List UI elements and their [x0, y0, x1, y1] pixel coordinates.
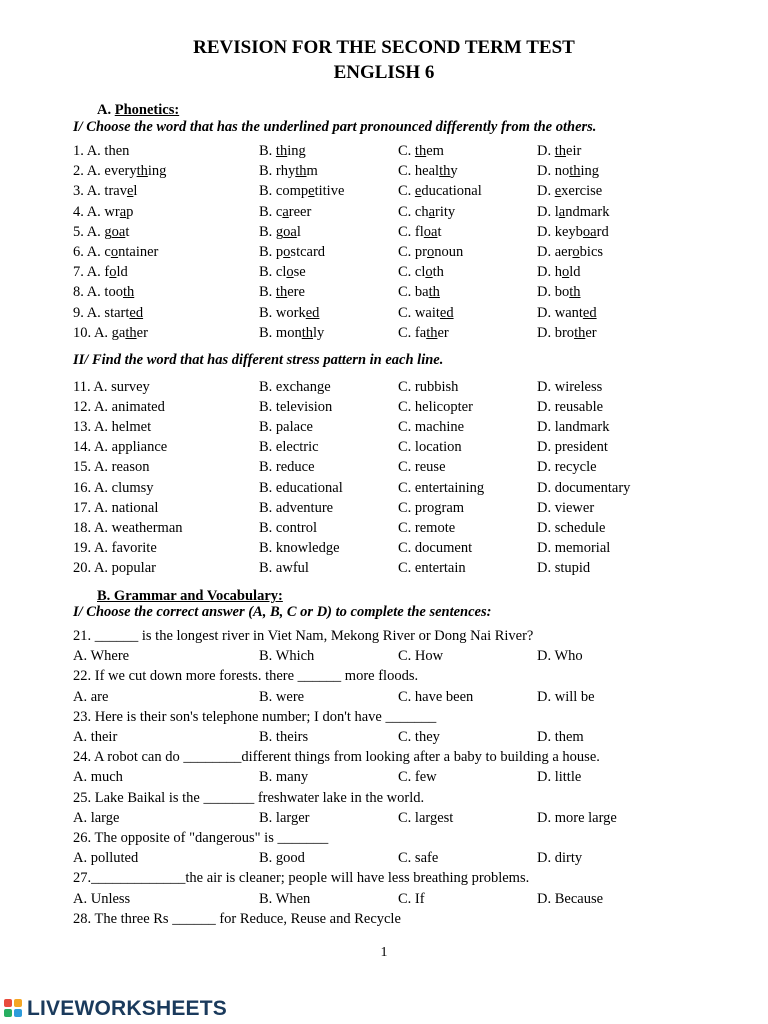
- option-b: B. educational: [259, 479, 343, 496]
- question-row: [0, 224, 768, 244]
- option-b: B. worked: [259, 304, 320, 321]
- option-d: D. their: [537, 143, 582, 159]
- option-a: 18. A. weatherman: [73, 519, 183, 536]
- option-c: C. float: [398, 223, 442, 240]
- option-b: B. close: [259, 264, 306, 281]
- question-row: [0, 459, 768, 479]
- question-row: [0, 143, 768, 163]
- option-c: C. them: [398, 143, 444, 159]
- option-b: B. palace: [259, 419, 313, 436]
- question-row: [0, 183, 768, 203]
- option-c[interactable]: C. largest: [398, 809, 454, 826]
- page-number: 1: [380, 945, 388, 960]
- option-b: B. competitive: [259, 183, 345, 200]
- option-d: D. landmark: [537, 203, 610, 220]
- option-c[interactable]: C. safe: [398, 850, 439, 867]
- option-b[interactable]: B. When: [259, 890, 311, 907]
- answer-row: [0, 769, 768, 789]
- question-row: [0, 480, 768, 500]
- answer-row: [0, 810, 768, 830]
- option-b: B. rhythm: [259, 163, 318, 180]
- option-b: B. control: [259, 519, 317, 536]
- answer-row: [0, 648, 768, 668]
- option-c: C. program: [398, 499, 465, 516]
- question-row: [0, 204, 768, 224]
- section-a-heading: A. Phonetics:: [97, 102, 180, 118]
- logo-text: LIVEWORKSHEETS: [27, 997, 227, 1020]
- option-a[interactable]: A. are: [73, 688, 109, 705]
- question-text: 27._____________the air is cleaner; people will have less breathing problems.: [73, 870, 530, 887]
- option-c: C. waited: [398, 304, 454, 321]
- option-b[interactable]: B. larger: [259, 809, 310, 826]
- question-row: [0, 500, 768, 520]
- option-d: D. brother: [537, 324, 597, 341]
- option-d[interactable]: D. Because: [537, 890, 604, 907]
- option-c: C. helicopter: [398, 399, 473, 416]
- option-c: C. location: [398, 439, 462, 456]
- question-row: [0, 439, 768, 459]
- option-b[interactable]: B. many: [259, 769, 309, 786]
- question-row: [0, 284, 768, 304]
- option-b: B. exchange: [259, 379, 331, 395]
- option-b: B. television: [259, 399, 333, 416]
- question-text: 23. Here is their son's telephone number; I don't have _______: [73, 708, 437, 725]
- option-d: D. schedule: [537, 519, 606, 536]
- option-d: D. president: [537, 439, 608, 456]
- option-b: B. postcard: [259, 244, 326, 260]
- option-d: D. aerobics: [537, 244, 604, 260]
- question-row: [0, 244, 768, 264]
- liveworksheets-logo: [4, 997, 227, 1021]
- option-a: 8. A. tooth: [73, 284, 135, 301]
- option-d: D. wanted: [537, 304, 597, 321]
- option-b: B. thing: [259, 143, 306, 159]
- question-row: [0, 419, 768, 439]
- option-a: 3. A. travel: [73, 183, 138, 200]
- option-a: 5. A. goat: [73, 223, 130, 240]
- option-a: 13. A. helmet: [73, 419, 152, 436]
- option-b: B. career: [259, 203, 312, 220]
- question-text: 28. The three Rs ______ for Reduce, Reuse and Recycle: [73, 910, 401, 927]
- option-d: D. hold: [537, 264, 581, 281]
- option-d: D. documentary: [537, 479, 631, 496]
- question-row: [0, 163, 768, 183]
- option-c: C. entertain: [398, 559, 466, 576]
- option-d: D. stupid: [537, 559, 591, 576]
- option-c: C. rubbish: [398, 379, 459, 395]
- option-d: D. viewer: [537, 499, 595, 516]
- option-b: B. reduce: [259, 459, 315, 476]
- option-b: B. knowledge: [259, 539, 340, 556]
- option-c: C. document: [398, 539, 473, 556]
- answer-row: [0, 689, 768, 709]
- option-d[interactable]: D. will be: [537, 688, 595, 705]
- question-row: [0, 540, 768, 560]
- question-row: [0, 305, 768, 325]
- page-title: REVISION FOR THE SECOND TERM TEST: [193, 37, 575, 58]
- option-a: 14. A. appliance: [73, 439, 168, 456]
- option-b[interactable]: B. were: [259, 688, 305, 705]
- question-text: 25. Lake Baikal is the _______ freshwater lake in the world.: [73, 789, 425, 806]
- question-row: [0, 264, 768, 284]
- option-c: C. father: [398, 324, 449, 341]
- option-d: D. landmark: [537, 419, 610, 436]
- option-c[interactable]: C. How: [398, 648, 444, 665]
- option-c: C. machine: [398, 419, 465, 436]
- question-text: 26. The opposite of "dangerous" is _______: [73, 830, 329, 846]
- option-a: 11. A. survey: [73, 379, 150, 395]
- option-a[interactable]: A. much: [73, 769, 123, 786]
- part2-instruction: II/ Find the word that has different stress pattern in each line.: [73, 352, 444, 368]
- option-c: C. bath: [398, 284, 440, 301]
- option-b[interactable]: B. Which: [259, 648, 315, 665]
- page-subtitle: ENGLISH 6: [333, 62, 435, 83]
- option-d[interactable]: D. Who: [537, 648, 583, 665]
- option-b[interactable]: B. good: [259, 850, 305, 867]
- option-c[interactable]: C. have been: [398, 688, 474, 705]
- option-d: D. memorial: [537, 539, 611, 556]
- part1-instruction: I/ Choose the word that has the underlined part pronounced differently from the others.: [73, 119, 597, 135]
- option-a: 15. A. reason: [73, 459, 150, 476]
- question-text: 24. A robot can do ________different things from looking after a baby to building a house.: [73, 749, 600, 766]
- option-b: B. adventure: [259, 499, 334, 516]
- option-c[interactable]: C. they: [398, 729, 440, 745]
- option-a[interactable]: A. Unless: [73, 890, 131, 907]
- option-c: C. remote: [398, 519, 456, 536]
- option-d: D. keyboard: [537, 223, 609, 240]
- option-c: C. pronoun: [398, 244, 464, 260]
- option-a: 20. A. popular: [73, 559, 156, 576]
- option-b: B. awful: [259, 559, 309, 576]
- option-d[interactable]: D. them: [537, 729, 584, 745]
- logo-icon: [4, 999, 24, 1019]
- question-text: 21. ______ is the longest river in Viet Nam, Mekong River or Dong Nai River?: [73, 628, 534, 644]
- option-a: 10. A. gather: [73, 324, 148, 341]
- option-a: 6. A. container: [73, 244, 159, 260]
- question-row: [0, 560, 768, 580]
- option-d[interactable]: D. more large: [537, 809, 617, 826]
- option-a[interactable]: A. large: [73, 809, 120, 826]
- option-d[interactable]: D. little: [537, 769, 582, 786]
- option-a[interactable]: A. polluted: [73, 850, 139, 867]
- option-b[interactable]: B. theirs: [259, 729, 309, 745]
- option-c: C. charity: [398, 203, 456, 220]
- option-c: C. educational: [398, 183, 482, 200]
- answer-row: [0, 729, 768, 749]
- option-b: B. there: [259, 284, 305, 301]
- question-text: 22. If we cut down more forests. there ______ more floods.: [73, 668, 419, 685]
- option-a: 19. A. favorite: [73, 539, 157, 556]
- option-a: 17. A. national: [73, 499, 159, 516]
- option-c: C. cloth: [398, 264, 444, 281]
- option-d[interactable]: D. dirty: [537, 850, 583, 867]
- option-d: D. both: [537, 284, 581, 301]
- option-d: D. nothing: [537, 163, 600, 180]
- option-d: D. recycle: [537, 459, 597, 476]
- option-c[interactable]: C. If: [398, 890, 425, 907]
- option-d: D. reusable: [537, 399, 604, 416]
- option-a: 12. A. animated: [73, 399, 165, 416]
- answer-row: [0, 891, 768, 911]
- option-d: D. wireless: [537, 379, 603, 395]
- option-c[interactable]: C. few: [398, 769, 437, 786]
- option-b: B. electric: [259, 439, 319, 456]
- option-a[interactable]: A. Where: [73, 648, 130, 665]
- option-c: C. reuse: [398, 459, 446, 476]
- question-row: [0, 379, 768, 399]
- section-b-heading: B. Grammar and Vocabulary:: [97, 588, 283, 604]
- option-a[interactable]: A. their: [73, 729, 118, 745]
- option-b: B. monthly: [259, 324, 325, 341]
- option-a: 16. A. clumsy: [73, 479, 154, 496]
- question-row: [0, 520, 768, 540]
- question-row: [0, 325, 768, 345]
- option-b: B. goal: [259, 223, 301, 240]
- section-b-instruction: I/ Choose the correct answer (A, B, C or D) to complete the sentences:: [73, 604, 492, 620]
- option-c: C. entertaining: [398, 479, 485, 496]
- answer-row: [0, 850, 768, 870]
- option-a: 9. A. started: [73, 304, 144, 321]
- option-a: 4. A. wrap: [73, 203, 134, 220]
- option-a: 2. A. everything: [73, 163, 167, 180]
- option-a: 7. A. fold: [73, 264, 128, 281]
- option-c: C. healthy: [398, 163, 458, 180]
- option-d: D. exercise: [537, 183, 603, 200]
- question-row: [0, 399, 768, 419]
- option-a: 1. A. then: [73, 143, 130, 159]
